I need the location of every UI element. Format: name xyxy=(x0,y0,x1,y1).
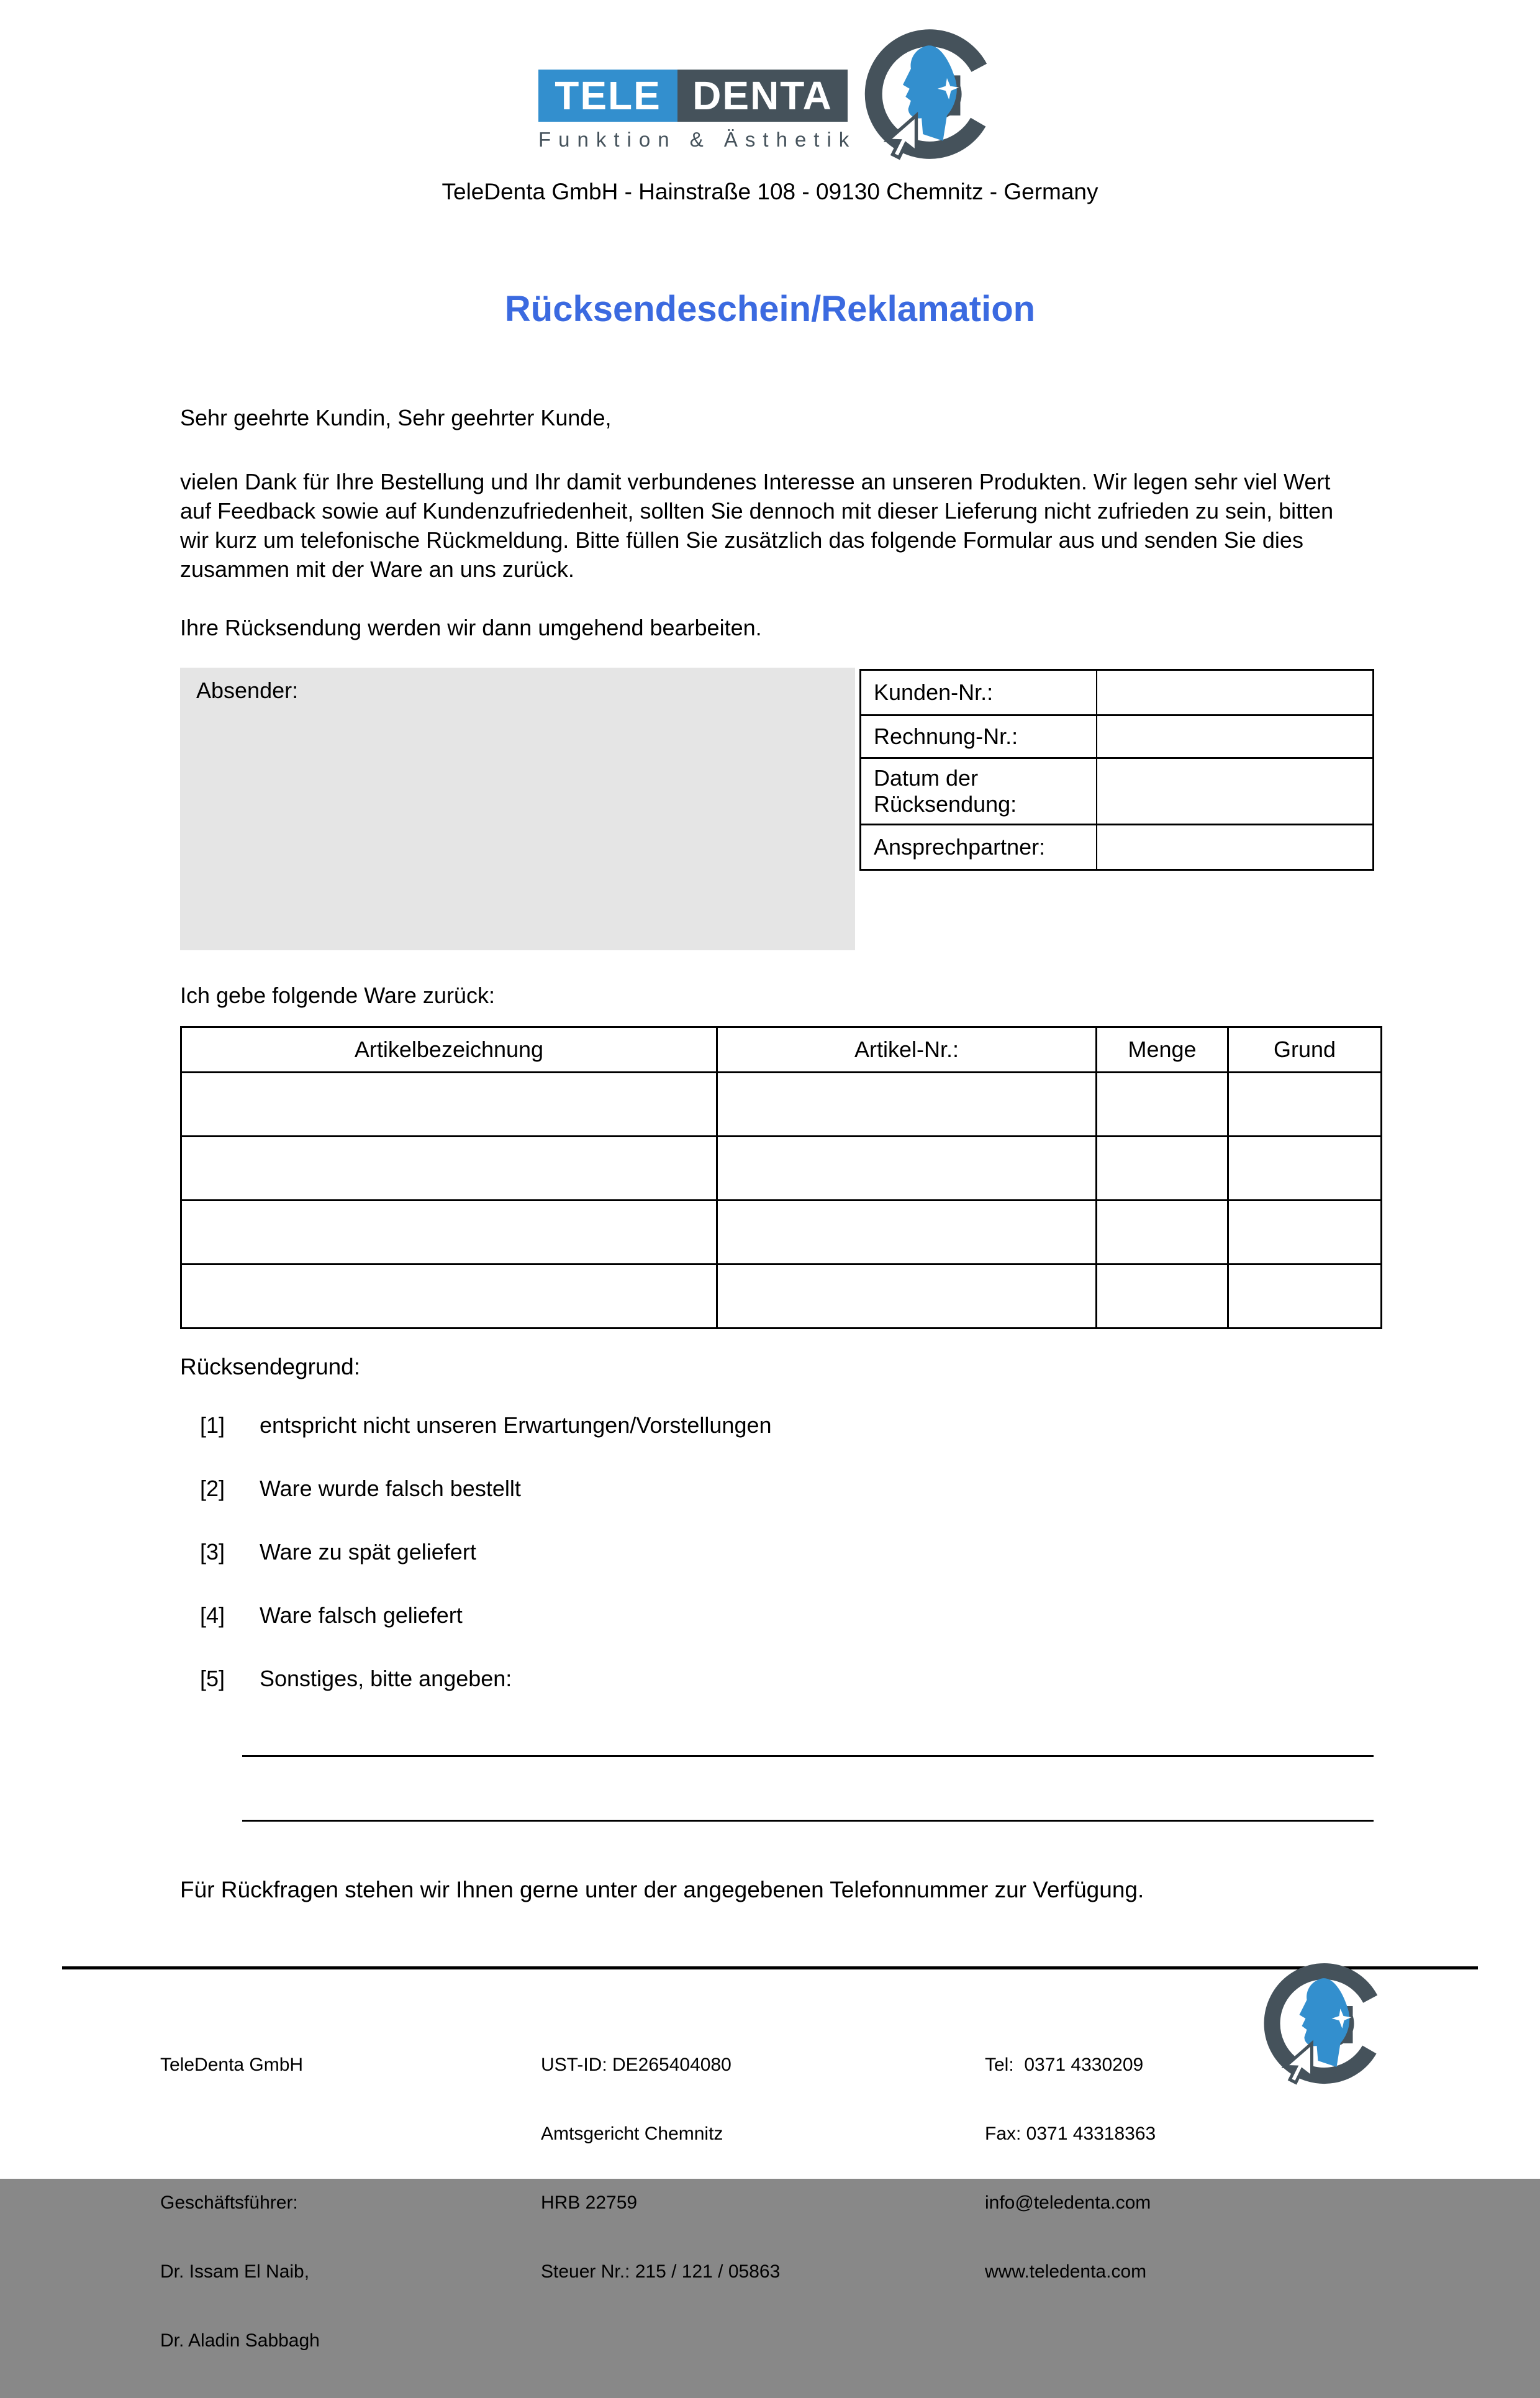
free-text-line xyxy=(242,1820,1374,1822)
footer-company-column xyxy=(160,2007,320,2398)
returned-items-table xyxy=(180,1026,1382,1329)
table-row xyxy=(861,757,1372,824)
table-row xyxy=(861,714,1372,757)
reason-text: Ware falsch geliefert xyxy=(260,1602,463,1628)
reason-number: [1] xyxy=(200,1412,225,1438)
logo-at-icon xyxy=(859,27,1000,161)
reason-text: Sonstiges, bitte angeben: xyxy=(260,1666,512,1691)
column-header-menge: Menge xyxy=(1097,1027,1228,1073)
item-cell xyxy=(1228,1265,1382,1328)
footer-line: Dr. Issam El Naib, xyxy=(160,2261,310,2282)
reason-number: [5] xyxy=(200,1666,225,1691)
logo-tagline: Funktion & Ästhetik xyxy=(538,128,857,151)
sender-label: Absender: xyxy=(196,678,299,703)
footer-line: TeleDenta GmbH xyxy=(160,2055,304,2075)
contact-person-field xyxy=(1097,825,1372,869)
list-item xyxy=(200,1539,772,1565)
customer-number-field xyxy=(1097,671,1372,714)
item-cell xyxy=(1097,1137,1228,1201)
teledenta-logo xyxy=(538,70,856,152)
logo-at-icon xyxy=(1261,1961,1388,2086)
page-title: Rücksendeschein/Reklamation xyxy=(504,289,1036,329)
table-header-row xyxy=(181,1027,1382,1073)
item-cell xyxy=(1097,1265,1228,1328)
item-cell xyxy=(1228,1073,1382,1137)
intro-paragraph: vielen Dank für Ihre Bestellung und Ihr damit verbundenes Interesse an unseren Produkten. Wir legen sehr viel Wert auf Feedback sowie auf Kundenzufriedenheit, sollten Sie dennoch mit dieser Lieferung nicht zufrieden zu sein, bitten wir kurz um telefonische Rückmeldung. Bitte füllen Sie zusätzlich das folgende Formular aus und senden Sie dies zusammen mit der Ware an uns zurück. xyxy=(180,469,1334,582)
column-header-artikel-nr: Artikel-Nr.: xyxy=(717,1027,1097,1073)
footer-line: HRB 22759 xyxy=(541,2192,638,2213)
footer-line: Geschäftsführer: xyxy=(160,2192,298,2213)
table-row xyxy=(181,1265,1382,1328)
footer-registration-column xyxy=(541,2007,780,2329)
item-cell xyxy=(717,1137,1097,1201)
item-cell xyxy=(1228,1201,1382,1265)
item-cell xyxy=(717,1073,1097,1137)
free-text-line xyxy=(242,1755,1374,1757)
sender-address-box xyxy=(180,668,855,950)
list-item xyxy=(200,1602,772,1628)
reason-number: [3] xyxy=(200,1539,225,1565)
item-cell xyxy=(181,1137,717,1201)
item-cell xyxy=(717,1265,1097,1328)
contact-person-label: Ansprechpartner: xyxy=(861,825,1097,869)
footer-line: Amtsgericht Chemnitz xyxy=(541,2123,723,2144)
reason-text: entspricht nicht unseren Erwartungen/Vorstellungen xyxy=(260,1412,772,1438)
table-row xyxy=(181,1073,1382,1137)
item-cell xyxy=(1097,1073,1228,1137)
footer-line: Tel: 0371 4330209 xyxy=(985,2055,1144,2075)
footer-line xyxy=(160,2122,320,2145)
items-section-heading: Ich gebe folgende Ware zurück: xyxy=(180,983,495,1008)
footer-line: UST-ID: DE265404080 xyxy=(541,2055,732,2075)
invoice-number-field xyxy=(1097,716,1372,757)
company-address-line: TeleDenta GmbH - Hainstraße 108 - 09130 Chemnitz - Germany xyxy=(442,179,1098,204)
reason-text: Ware zu spät geliefert xyxy=(260,1539,476,1565)
item-cell xyxy=(1228,1137,1382,1201)
invoice-number-label: Rechnung-Nr.: xyxy=(861,716,1097,757)
column-header-artikelbezeichnung: Artikelbezeichnung xyxy=(181,1027,717,1073)
reason-text: Ware wurde falsch bestellt xyxy=(260,1476,521,1501)
footer-contact-column xyxy=(985,2007,1156,2329)
table-row xyxy=(861,671,1372,714)
reasons-list xyxy=(200,1412,772,1729)
logo-wordmark xyxy=(538,70,856,122)
order-info-table xyxy=(859,669,1374,871)
item-cell xyxy=(181,1201,717,1265)
list-item xyxy=(200,1666,772,1692)
footer-line: info@teledenta.com xyxy=(985,2192,1151,2213)
logo-word-tele: TELE xyxy=(538,70,677,122)
item-cell xyxy=(1097,1201,1228,1265)
logo-word-denta: DENTA xyxy=(677,70,848,122)
table-row xyxy=(181,1201,1382,1265)
reasons-heading: Rücksendegrund: xyxy=(180,1354,361,1379)
return-date-label: Datum der Rücksendung: xyxy=(861,759,1097,824)
reason-number: [4] xyxy=(200,1602,225,1628)
customer-number-label: Kunden-Nr.: xyxy=(861,671,1097,714)
return-date-field xyxy=(1097,759,1372,824)
salutation: Sehr geehrte Kundin, Sehr geehrter Kunde, xyxy=(180,405,612,430)
item-cell xyxy=(717,1201,1097,1265)
item-cell xyxy=(181,1073,717,1137)
footer-line: Fax: 0371 43318363 xyxy=(985,2123,1156,2144)
reason-number: [2] xyxy=(200,1476,225,1501)
footer-line: Dr. Aladin Sabbagh xyxy=(160,2330,320,2351)
list-item xyxy=(200,1412,772,1438)
list-item xyxy=(200,1476,772,1502)
footer-line: www.teledenta.com xyxy=(985,2261,1147,2282)
closing-sentence: Für Rückfragen stehen wir Ihnen gerne unter der angegebenen Telefonnummer zur Verfügung. xyxy=(180,1877,1144,1902)
intro-followup: Ihre Rücksendung werden wir dann umgehend bearbeiten. xyxy=(180,615,762,640)
column-header-grund: Grund xyxy=(1228,1027,1382,1073)
table-row xyxy=(181,1137,1382,1201)
item-cell xyxy=(181,1265,717,1328)
table-row xyxy=(861,824,1372,869)
footer-line: Steuer Nr.: 215 / 121 / 05863 xyxy=(541,2261,781,2282)
